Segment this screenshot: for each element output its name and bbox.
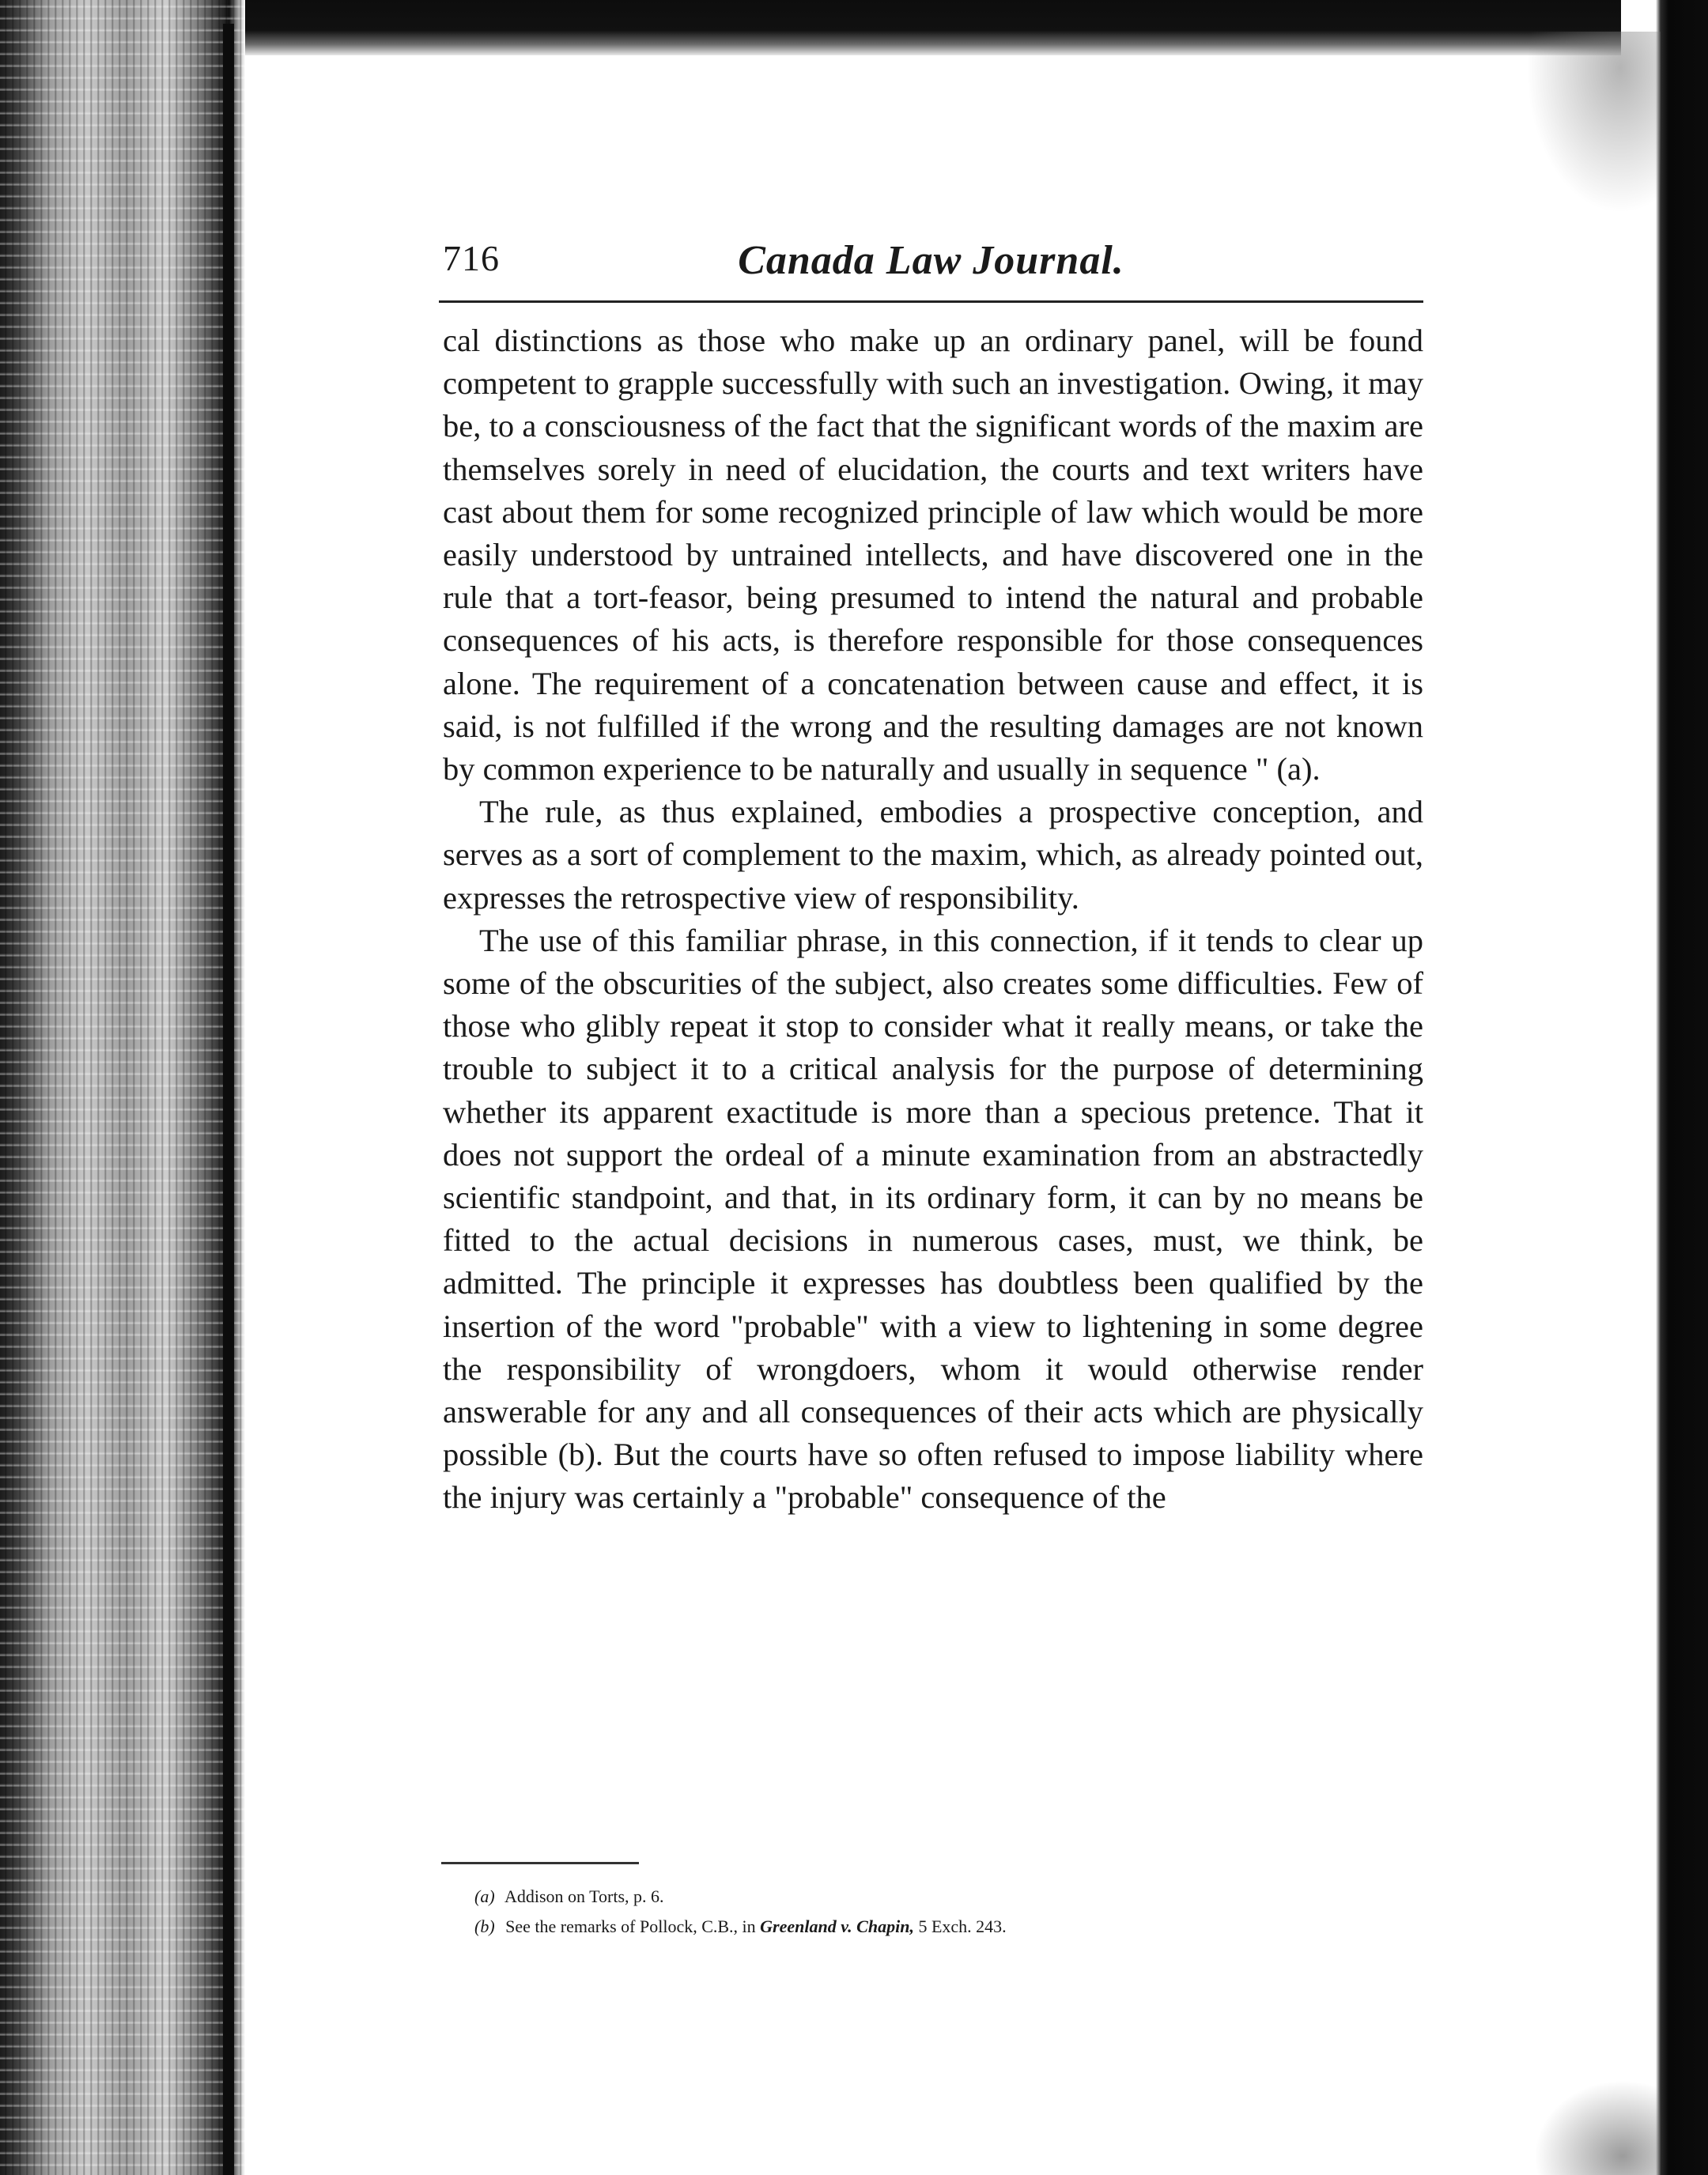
paragraph: The use of this familiar phrase, in this connection, if it tends to clear up some of the obscurities of the subject, also creates some difficulties. Few of those who glibly repeat it stop to consider what it really means, or take the trouble to subject it to a critical analysis for the purpose of determining whether its apparent exactitude is more than a specious pretence. That it does not support the ordeal of a minute examination from an abstractedly scientific standpoint, and that, in its ordinary form, it can by no means be fitted to the actual decisions in numerous cases, must, we think, be admitted. The principle it expresses has doubtless been qualified by the insertion of the word "probable" with a view to lightening in some degree the responsibility of wrongdoers, whom it would otherwise render answerable for any and all consequences of their acts which are physically possible (b). But the courts have so often refused to impose liability where the injury was certainly a "probable" consequence of the	[443, 922, 1423, 1516]
footnote-label: (a)	[474, 1886, 495, 1906]
journal-title: Canada Law Journal.	[738, 238, 1124, 283]
paragraph: The rule, as thus explained, embodies a prospective conception, and serves as a sort of complement to the maxim, which, as already pointed out, expresses the retrospective view of responsibility.	[443, 794, 1423, 916]
footnote-divider	[441, 1862, 639, 1864]
page-header	[439, 237, 1423, 303]
footnotes	[474, 1882, 1423, 1942]
scan-top-edge	[0, 0, 1708, 55]
scan-left-margin	[0, 0, 245, 2175]
footnote-case-name: Greenland v. Chapin,	[760, 1916, 914, 1936]
footnote-a	[474, 1882, 1423, 1912]
footnote-citation: 5 Exch. 243.	[918, 1916, 1007, 1936]
footnote-text: See the remarks of Pollock, C.B., in	[505, 1916, 756, 1936]
footnote-label: (b)	[474, 1916, 495, 1936]
body-text	[443, 319, 1423, 1520]
scan-right-edge	[1621, 0, 1708, 2175]
scan-binding-shadow	[223, 24, 234, 2175]
footnote-b	[474, 1912, 1423, 1942]
scan-noise-bottom-right	[1534, 2080, 1661, 2175]
page-number: 716	[443, 238, 500, 278]
scan-noise-top-right	[1526, 32, 1661, 213]
paragraph: cal distinctions as those who make up an ordinary panel, will be found competent to grapple successfully with such an investigation. Owing, it may be, to a consciousness of the fact that the significant words of the maxim are themselves sorely in need of elucidation, the courts and text writers have cast about them for some recognized principle of law which would be more easily understood by untrained intellects, and have discovered one in the rule that a tort-feasor, being presumed to intend the natural and probable consequences of his acts, is therefore responsible for those consequences alone. The requirement of a concatenation between cause and effect, it is said, is not fulfilled if the wrong and the resulting damages are not known by common experience to be naturally and usually in sequence " (a).	[443, 323, 1423, 787]
footnote-text: Addison on Torts, p. 6.	[504, 1886, 664, 1906]
